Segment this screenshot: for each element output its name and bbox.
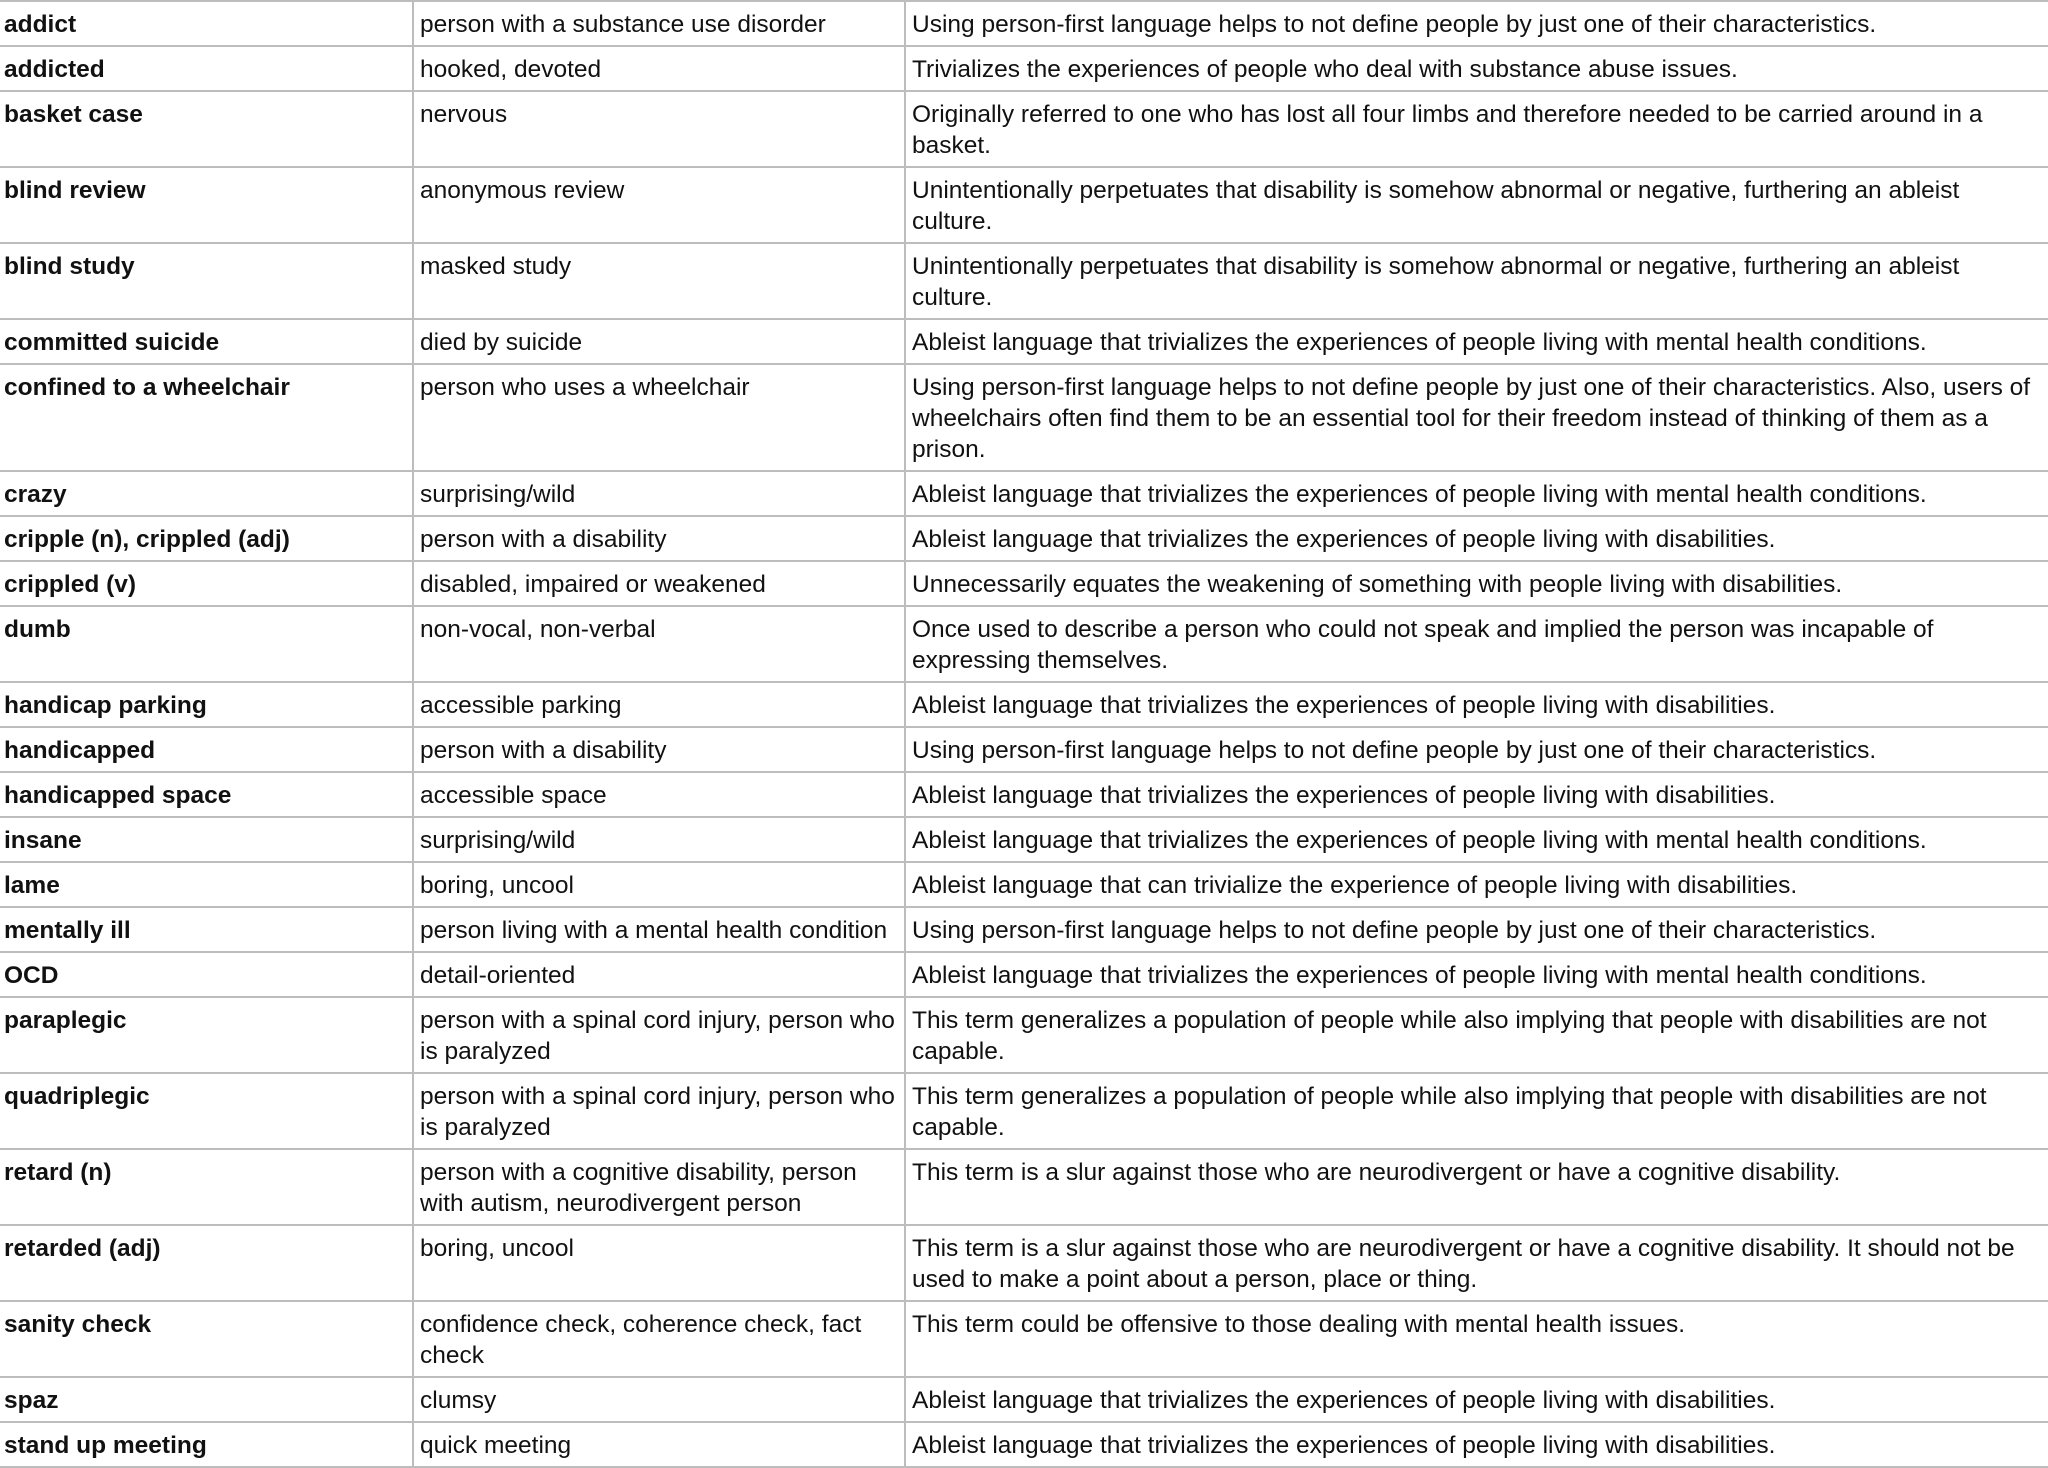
table-row xyxy=(0,46,2048,91)
alternative-cell: died by suicide xyxy=(413,319,905,364)
term-cell: crippled (v) xyxy=(0,561,413,606)
reason-cell: Originally referred to one who has lost all four limbs and therefore needed to be carried around in a basket. xyxy=(905,91,2048,167)
reason-cell: This term is a slur against those who are neurodivergent or have a cognitive disability. It should not be used to make a point about a person, place or thing. xyxy=(905,1225,2048,1301)
reason-cell: Ableist language that trivializes the experiences of people living with mental health conditions. xyxy=(905,319,2048,364)
table-row xyxy=(0,1,2048,46)
reason-cell: Ableist language that trivializes the experiences of people living with disabilities. xyxy=(905,1377,2048,1422)
alternative-cell: disabled, impaired or weakened xyxy=(413,561,905,606)
table-row xyxy=(0,817,2048,862)
table-row xyxy=(0,319,2048,364)
term-cell: lame xyxy=(0,862,413,907)
alternative-cell: non-vocal, non-verbal xyxy=(413,606,905,682)
alternative-cell: person who uses a wheelchair xyxy=(413,364,905,471)
term-cell: mentally ill xyxy=(0,907,413,952)
reason-cell: Ableist language that can trivialize the experience of people living with disabilities. xyxy=(905,862,2048,907)
reason-cell: This term generalizes a population of people while also implying that people with disabilities are not capable. xyxy=(905,1073,2048,1149)
reason-cell: This term generalizes a population of people while also implying that people with disabilities are not capable. xyxy=(905,997,2048,1073)
table-row xyxy=(0,997,2048,1073)
alternative-cell: quick meeting xyxy=(413,1422,905,1467)
alternative-cell: confidence check, coherence check, fact check xyxy=(413,1301,905,1377)
term-cell: crazy xyxy=(0,471,413,516)
alternative-cell: accessible parking xyxy=(413,682,905,727)
alternative-cell: anonymous review xyxy=(413,167,905,243)
table-row xyxy=(0,1225,2048,1301)
table-row xyxy=(0,243,2048,319)
term-cell: retard (n) xyxy=(0,1149,413,1225)
alternative-cell: surprising/wild xyxy=(413,817,905,862)
alternative-cell: masked study xyxy=(413,243,905,319)
table-row xyxy=(0,561,2048,606)
table-row xyxy=(0,727,2048,772)
term-cell: addicted xyxy=(0,46,413,91)
reason-cell: Ableist language that trivializes the experiences of people living with disabilities. xyxy=(905,682,2048,727)
reason-cell: Ableist language that trivializes the experiences of people living with mental health conditions. xyxy=(905,952,2048,997)
reason-cell: Unintentionally perpetuates that disability is somehow abnormal or negative, furthering an ableist culture. xyxy=(905,167,2048,243)
table-row xyxy=(0,1377,2048,1422)
reason-cell: Ableist language that trivializes the experiences of people living with disabilities. xyxy=(905,516,2048,561)
term-cell: blind study xyxy=(0,243,413,319)
table-row xyxy=(0,1073,2048,1149)
reason-cell: Ableist language that trivializes the experiences of people living with disabilities. xyxy=(905,1422,2048,1467)
reason-cell: Using person-first language helps to not define people by just one of their characteristics. xyxy=(905,907,2048,952)
reason-cell: Ableist language that trivializes the experiences of people living with disabilities. xyxy=(905,772,2048,817)
reason-cell: Using person-first language helps to not define people by just one of their characteristics. xyxy=(905,1,2048,46)
reason-cell: Once used to describe a person who could not speak and implied the person was incapable of expressing themselves. xyxy=(905,606,2048,682)
table-row xyxy=(0,682,2048,727)
table-row xyxy=(0,364,2048,471)
table-row xyxy=(0,1149,2048,1225)
reason-cell: Unnecessarily equates the weakening of something with people living with disabilities. xyxy=(905,561,2048,606)
table-row xyxy=(0,862,2048,907)
term-cell: retarded (adj) xyxy=(0,1225,413,1301)
term-cell: handicap parking xyxy=(0,682,413,727)
reason-cell: This term could be offensive to those dealing with mental health issues. xyxy=(905,1301,2048,1377)
term-cell: addict xyxy=(0,1,413,46)
reason-cell: Trivializes the experiences of people who deal with substance abuse issues. xyxy=(905,46,2048,91)
table-row xyxy=(0,606,2048,682)
table-row xyxy=(0,91,2048,167)
term-cell: stand up meeting xyxy=(0,1422,413,1467)
reason-cell: Unintentionally perpetuates that disability is somehow abnormal or negative, furthering an ableist culture. xyxy=(905,243,2048,319)
term-cell: OCD xyxy=(0,952,413,997)
term-cell: handicapped space xyxy=(0,772,413,817)
table-row xyxy=(0,907,2048,952)
alternative-cell: hooked, devoted xyxy=(413,46,905,91)
alternative-cell: person with a cognitive disability, person with autism, neurodivergent person xyxy=(413,1149,905,1225)
alternative-cell: person with a spinal cord injury, person who is paralyzed xyxy=(413,997,905,1073)
term-cell: quadriplegic xyxy=(0,1073,413,1149)
table-row xyxy=(0,471,2048,516)
term-cell: spaz xyxy=(0,1377,413,1422)
term-cell: paraplegic xyxy=(0,997,413,1073)
reason-cell: Using person-first language helps to not define people by just one of their characteristics. Also, users of wheelchairs often find them to be an essential tool for their freedom instead of thinking of them as a prison. xyxy=(905,364,2048,471)
table-row xyxy=(0,952,2048,997)
alternative-cell: nervous xyxy=(413,91,905,167)
alternative-cell: boring, uncool xyxy=(413,862,905,907)
reason-cell: This term is a slur against those who are neurodivergent or have a cognitive disability. xyxy=(905,1149,2048,1225)
term-cell: dumb xyxy=(0,606,413,682)
term-cell: committed suicide xyxy=(0,319,413,364)
table-row xyxy=(0,516,2048,561)
term-cell: sanity check xyxy=(0,1301,413,1377)
term-cell: confined to a wheelchair xyxy=(0,364,413,471)
reason-cell: Ableist language that trivializes the experiences of people living with mental health conditions. xyxy=(905,471,2048,516)
alternative-cell: person with a spinal cord injury, person who is paralyzed xyxy=(413,1073,905,1149)
alternative-cell: clumsy xyxy=(413,1377,905,1422)
alternative-cell: detail-oriented xyxy=(413,952,905,997)
reason-cell: Ableist language that trivializes the experiences of people living with mental health conditions. xyxy=(905,817,2048,862)
table-row xyxy=(0,167,2048,243)
alternative-cell: person with a substance use disorder xyxy=(413,1,905,46)
alternative-cell: surprising/wild xyxy=(413,471,905,516)
term-cell: basket case xyxy=(0,91,413,167)
alternative-cell: person with a disability xyxy=(413,516,905,561)
term-cell: insane xyxy=(0,817,413,862)
table-row xyxy=(0,772,2048,817)
table-row xyxy=(0,1301,2048,1377)
term-cell: blind review xyxy=(0,167,413,243)
reason-cell: Using person-first language helps to not define people by just one of their characteristics. xyxy=(905,727,2048,772)
alternative-cell: person with a disability xyxy=(413,727,905,772)
alternative-cell: person living with a mental health condition xyxy=(413,907,905,952)
terms-table-body xyxy=(0,1,2048,1467)
alternative-cell: accessible space xyxy=(413,772,905,817)
term-cell: handicapped xyxy=(0,727,413,772)
alternative-cell: boring, uncool xyxy=(413,1225,905,1301)
term-cell: cripple (n), crippled (adj) xyxy=(0,516,413,561)
table-row xyxy=(0,1422,2048,1467)
